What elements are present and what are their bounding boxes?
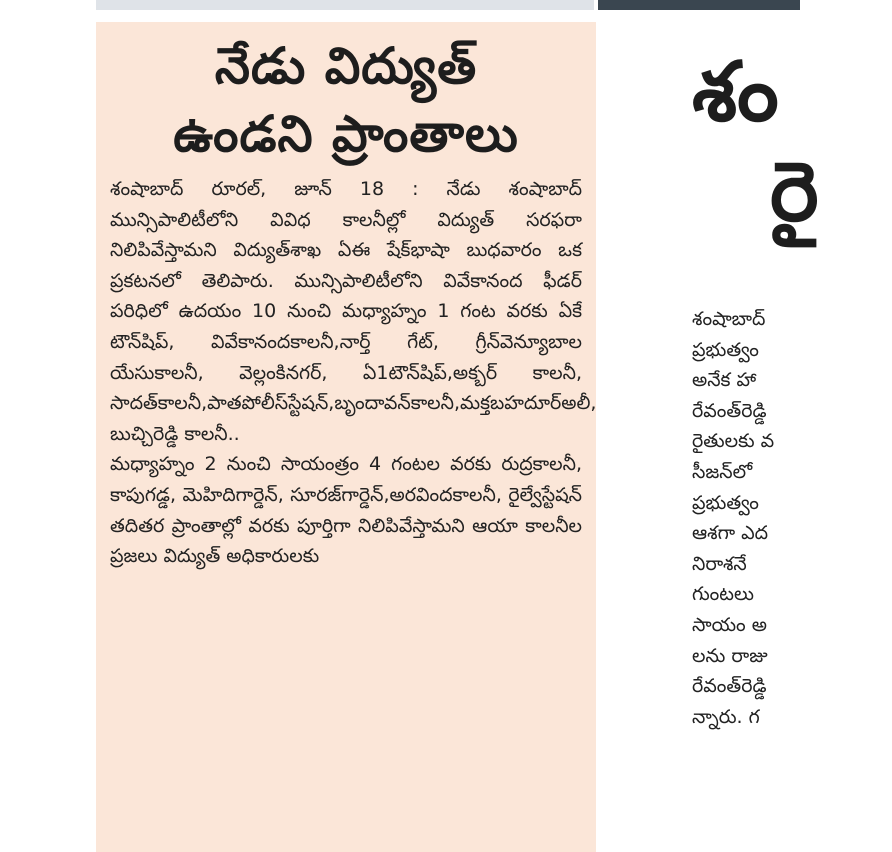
article-body	[110, 174, 597, 572]
adjacent-article-line: సాయం అ	[692, 613, 767, 636]
adjacent-article-line: నిరాశనే	[692, 552, 747, 575]
power-cut-article	[96, 22, 596, 852]
adjacent-article-line: రేవంత్‌రెడ్డి	[692, 399, 767, 422]
adjacent-article-line: గుంటలు	[692, 583, 754, 606]
top-rule-left	[96, 0, 594, 10]
adjacent-article-line: రేవంత్‌రెడ్డి	[692, 675, 767, 698]
top-rule-right	[598, 0, 800, 10]
headline-line-2: ఉండని ప్రాంతాలు	[173, 105, 519, 163]
adjacent-article-line: శంషాబాద్	[692, 308, 766, 330]
adjacent-article-line: రైతులకు వ	[692, 430, 775, 453]
adjacent-article-line: లను రాజు	[692, 644, 768, 667]
adjacent-headline-line-2: రై	[770, 145, 819, 240]
article-headline	[110, 32, 582, 168]
adjacent-article-line: ప్రభుత్వం	[692, 491, 759, 514]
adjacent-article-line: ప్రభుత్వం	[692, 338, 759, 361]
article-paragraph-2: మధ్యాహ్నం 2 నుంచి సాయంత్రం 4 గంటల వరకు రుద్రకాలనీ, కాపుగడ్డ, మెహిదిగార్డెన్, సూరజ్‌గార్డెన్,అరవిందకాలనీ, రైల్వేస్టేషన్ తదితర ప్రాంతాల్లో వరకు పూర్తిగా నిలిపివేస్తామని ఆయా కాలనీల ప్రజలు విద్యుత్ అధికారులకు	[110, 453, 582, 568]
adjacent-article-line: సీజన్‌లో	[692, 460, 753, 483]
adjacent-article-line: అనేక హా	[692, 369, 757, 392]
adjacent-article-body	[692, 304, 892, 732]
article-paragraph-1: శంషాబాద్ రూరల్, జూన్ 18 : నేడు శంషాబాద్ మున్సిపాలిటీలోని వివిధ కాలనీల్లో విద్యుత్ సరఫరా నిలిపివేస్తామని విద్యుత్‌శాఖ ఏఈ షేక్‌భాషా బుధవారం ఒక ప్రకటనలో తెలిపారు. మున్సిపాలిటీలోని వివేకానంద ఫీడర్ పరిధిలో ఉదయం 10 నుంచి మధ్యాహ్నం 1 గంట వరకు ఏకే టౌన్‌షిప్, వివేకానందకాలనీ,నార్త్ గేట్, గ్రీన్‌వెన్యూబాల యేసుకాలనీ, వెల్లంకినగర్, ఏ1టౌన్‌షిప్,అక్బర్ కాలనీ, సాదత్‌కాలనీ,పాతపోలీస్‌స్టేషన్,బృందావన్‌కాలనీ,మక్తబహదూర్అలీ, బుచ్చిరెడ్డి కాలనీ..	[110, 178, 597, 445]
adjacent-article-line: న్నారు. గ	[692, 705, 760, 728]
adjacent-headline-line-1: శం	[692, 45, 779, 140]
adjacent-article-line: ఆశగా ఎద	[692, 522, 769, 545]
adjacent-article-cropped	[600, 22, 819, 852]
headline-line-1: నేడు విద్యుత్	[214, 37, 478, 95]
